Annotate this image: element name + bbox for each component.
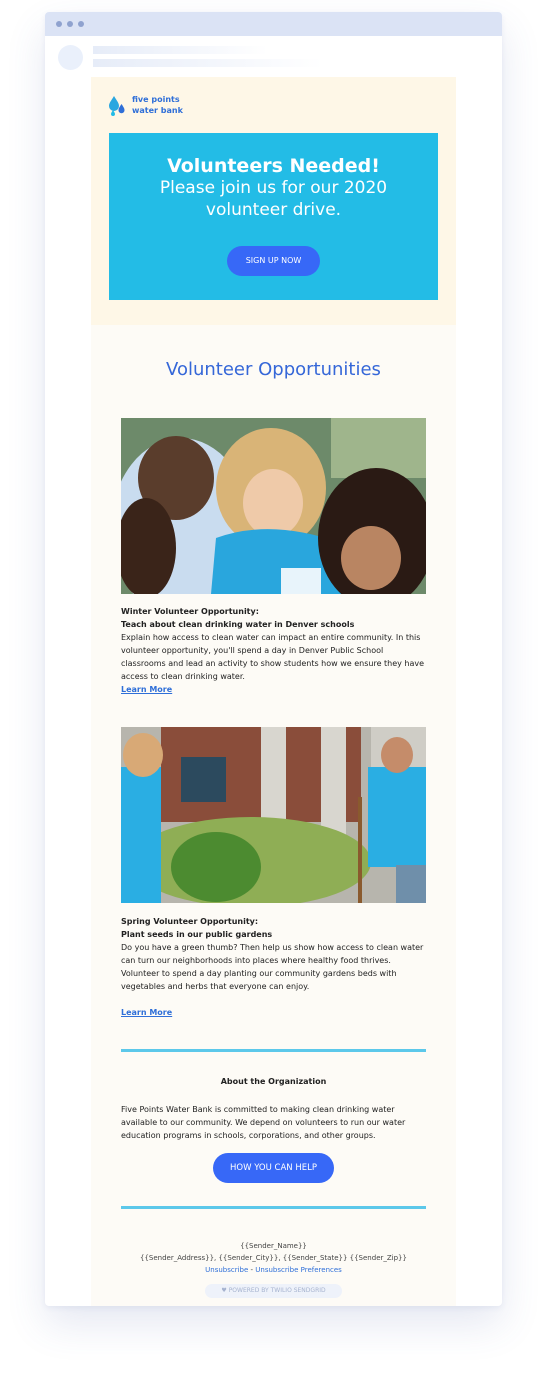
- email-header-placeholder: [45, 36, 502, 76]
- subject-placeholder: [93, 59, 323, 67]
- unsubscribe-link[interactable]: Unsubscribe: [205, 1266, 249, 1274]
- opportunity-heading: Spring Volunteer Opportunity:: [121, 917, 259, 926]
- winter-volunteer-photo: [121, 418, 426, 594]
- logo-text: five points water bank: [132, 95, 183, 115]
- unsubscribe-preferences-link[interactable]: Unsubscribe Preferences: [255, 1266, 342, 1274]
- powered-by-badge[interactable]: [205, 1284, 341, 1298]
- unsubscribe-line: [91, 1264, 456, 1276]
- footer: [91, 1240, 456, 1298]
- learn-more-link[interactable]: Learn More: [121, 685, 173, 694]
- hero-title: Volunteers Needed!: [167, 155, 380, 177]
- window-dot-icon[interactable]: [56, 21, 62, 27]
- divider: [121, 1206, 426, 1209]
- opportunity-subheading: Teach about clean drinking water in Denver schools: [121, 620, 355, 629]
- browser-window: [45, 12, 502, 1306]
- powered-by-text: POWERED BY TWILIO SENDGRID: [228, 1287, 326, 1294]
- divider: [121, 1049, 426, 1052]
- sender-name: {{Sender_Name}}: [240, 1242, 307, 1250]
- hero-banner: [109, 133, 438, 300]
- opportunity-heading: Winter Volunteer Opportunity:: [121, 607, 259, 616]
- learn-more-link[interactable]: Learn More: [121, 1008, 173, 1017]
- opportunity-subheading: Plant seeds in our public gardens: [121, 930, 273, 939]
- link-separator: -: [248, 1266, 256, 1274]
- window-titlebar: [45, 12, 502, 36]
- sender-placeholder: [93, 46, 268, 54]
- water-drops-icon: [108, 94, 126, 116]
- help-button-wrap: [91, 1153, 456, 1183]
- heart-icon: ♥: [221, 1287, 227, 1294]
- section-title: Volunteer Opportunities: [166, 359, 381, 380]
- about-text: Five Points Water Bank is committed to making clean drinking water available to our community. We depend on volunteers to run our water education programs in schools, corporations, and other groups.: [121, 1105, 406, 1140]
- avatar: [58, 45, 83, 70]
- logo: [108, 94, 192, 116]
- window-dot-icon[interactable]: [78, 21, 84, 27]
- window-dot-icon[interactable]: [67, 21, 73, 27]
- spring-opportunity: [121, 915, 426, 1019]
- hero-section: [91, 77, 456, 325]
- sender-address: {{Sender_Address}}, {{Sender_City}}, {{Sender_State}} {{Sender_Zip}}: [140, 1254, 407, 1262]
- email-body: [91, 77, 456, 1306]
- winter-opportunity: [121, 605, 426, 696]
- opportunity-description: Do you have a green thumb? Then help us show how access to clean water can turn our neighborhoods into places where healthy food thrives. Volunteer to spend a day planting our community gardens beds with vegetables and herbs that everyone can enjoy.: [121, 943, 424, 991]
- how-you-can-help-button[interactable]: HOW YOU CAN HELP: [213, 1153, 334, 1183]
- spring-volunteer-photo: [121, 727, 426, 903]
- opportunity-description: Explain how access to clean water can impact an entire community. In this volunteer opportunity, you'll spend a day in Denver Public School classrooms and lead an activity to show students how we ensure they have access to clean drinking water.: [121, 633, 425, 681]
- sign-up-button[interactable]: SIGN UP NOW: [227, 246, 320, 276]
- hero-subtitle: Please join us for our 2020 volunteer drive.: [159, 178, 388, 220]
- about-title: About the Organization: [220, 1077, 327, 1086]
